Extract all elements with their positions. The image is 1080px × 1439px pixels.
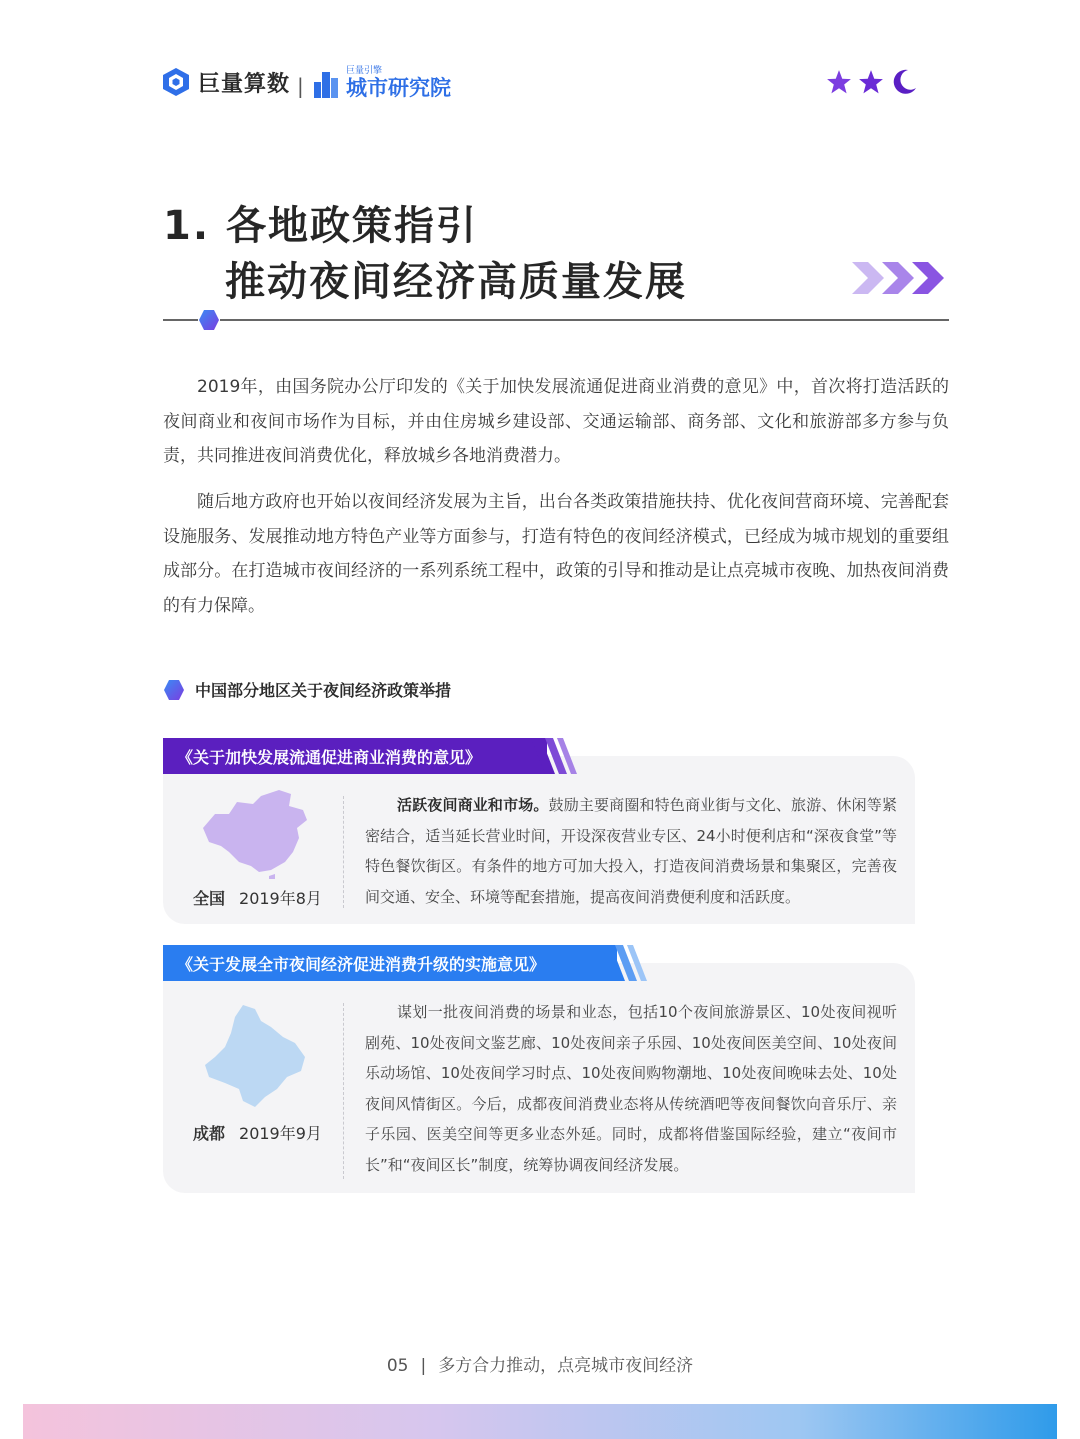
star-icon <box>826 69 852 95</box>
city-institute-logo <box>312 66 451 100</box>
region-date <box>193 1121 322 1144</box>
paragraph-1: 2019年，由国务院办公厅印发的《关于加快发展流通促进商业消费的意见》中，首次将打造活跃的夜间商业和夜间市场作为目标，并由住房城乡建设部、交通运输部、商务部、文化和旅游部多方参与负责，共同推进夜间消费优化，释放城乡各地消费潜力。 <box>163 377 949 466</box>
footer-caption: 多方合力推动，点亮城市夜间经济 <box>438 1356 694 1376</box>
city-buildings-icon <box>312 68 340 98</box>
star-icon <box>858 69 884 95</box>
page-header <box>160 62 920 112</box>
policy-card-national <box>163 738 915 924</box>
title-divider <box>163 319 949 321</box>
china-map-icon <box>199 788 315 880</box>
policy-text: 鼓励主要商圈和特色商业街与文化、旅游、休闲等紧密结合，适当延长营业时间，开设深夜营业专区、24小时便利店和“深夜食堂”等特色餐饮街区。有条件的地方可加大投入，打造夜间消费场景和集聚区，完善夜间交通、安全、环境等配套措施，提高夜间消费便利度和活跃度。 <box>365 796 897 906</box>
logo-separator: | <box>297 74 304 98</box>
region-name: 成都 <box>193 1124 226 1143</box>
title-number: 1. <box>163 203 211 249</box>
chengdu-map-icon <box>199 1003 315 1111</box>
banner-stripes-icon <box>601 945 651 981</box>
policy-section-label <box>163 678 451 701</box>
divider-gem-icon <box>196 308 222 332</box>
gem-icon <box>163 679 185 701</box>
moon-icon <box>890 68 918 96</box>
paragraph-2: 随后地方政府也开始以夜间经济发展为主旨，出台各类政策措施扶持、优化夜间营商环境、完善配套设施服务、发展推动地方特色产业等方面参与，打造有特色的夜间经济模式，已经成为城市规划的重要组成部分。在打造城市夜间经济的一系列系统工程中，政策的引导和推动是让点亮城市夜晚、加热夜间消费的有力保障。 <box>163 492 949 616</box>
section-label-text: 中国部分地区关于夜间经济政策举措 <box>195 681 452 700</box>
bottom-gradient-band <box>23 1404 1057 1439</box>
policy-banner: 《关于加快发展流通促进商业消费的意见》 <box>163 738 547 774</box>
card-divider <box>343 796 344 908</box>
region-name: 全国 <box>193 889 226 908</box>
title-line1: 各地政策指引 <box>225 203 478 249</box>
juliang-suanshu-logo <box>160 66 290 98</box>
policy-body <box>365 790 897 912</box>
brand2-small-text: 巨量引擎 <box>346 66 383 76</box>
page-number: 05 <box>386 1356 409 1376</box>
title-line2: 推动夜间经济高质量发展 <box>225 259 687 305</box>
brand1-text: 巨量算数 <box>198 71 291 97</box>
policy-highlight: 活跃夜间商业和市场。 <box>397 796 549 814</box>
brand-cube-icon <box>160 66 192 98</box>
chevron-arrows-icon <box>850 258 950 298</box>
footer-separator: | <box>420 1356 427 1376</box>
policy-date: 2019年8月 <box>239 889 322 908</box>
policy-date: 2019年9月 <box>239 1124 322 1143</box>
section-title <box>163 194 687 307</box>
card-divider <box>343 1003 344 1179</box>
stars-moon-decoration <box>826 68 918 96</box>
policy-banner: 《关于发展全市夜间经济促进消费升级的实施意见》 <box>163 945 617 981</box>
policy-card-chengdu <box>163 945 915 1193</box>
banner-stripes-icon <box>531 738 581 774</box>
page-footer <box>0 1351 1080 1376</box>
region-date <box>193 886 322 909</box>
policy-body: 谋划一批夜间消费的场景和业态，包括10个夜间旅游景区、10处夜间视听剧苑、10处夜间文鉴艺廊、10处夜间亲子乐园、10处夜间医美空间、10处夜间乐动场馆、10处夜间学习时点、10处夜间购物潮地、10处夜间晚味去处、10处夜间风情街区。今后，成都夜间消费业态将从传统酒吧等夜间餐饮向音乐厅、亲子乐园、医美空间等更多业态外延。同时，成都将借鉴国际经验，建立“夜间市长”和“夜间区长”制度，统筹协调夜间经济发展。 <box>365 1003 897 1174</box>
brand2-text: 城市研究院 <box>346 76 451 100</box>
